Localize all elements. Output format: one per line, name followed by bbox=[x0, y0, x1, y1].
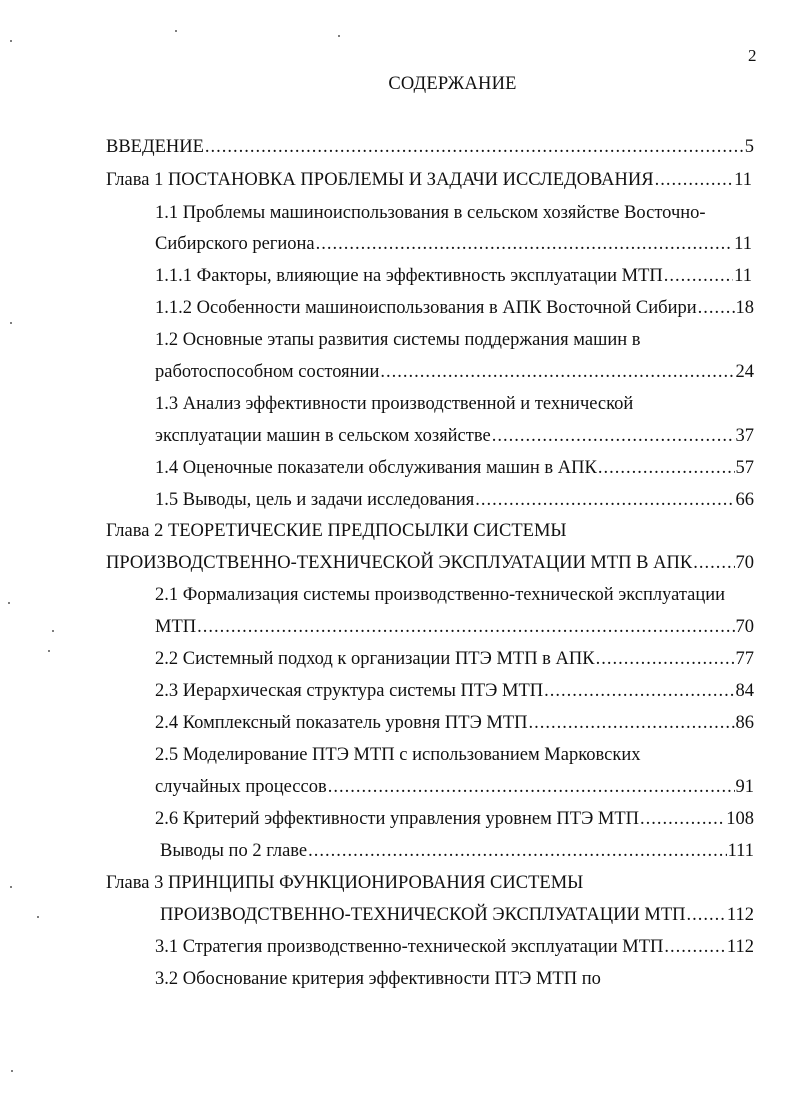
toc-entry: 2.5 Моделирование ПТЭ МТП с использованием Марковских bbox=[155, 745, 641, 765]
toc-entry: 1.1 Проблемы машиноиспользования в сельском хозяйстве Восточно- bbox=[155, 203, 706, 223]
toc-entry: 3.1 Стратегия производственно-технической эксплуатации МТП ..... 112 bbox=[155, 936, 754, 958]
toc-entry: Глава 3 ПРИНЦИПЫ ФУНКЦИОНИРОВАНИЯ СИСТЕМЫ bbox=[106, 873, 584, 893]
toc-entry: 1.3 Анализ эффективности производственной и технической bbox=[155, 394, 634, 414]
toc-entry: 2.6 Критерий эффективности управления уровнем ПТЭ МТП ..... 108 bbox=[155, 808, 754, 830]
toc-entry: 1.1.1 Факторы, влияющие на эффективность эксплуатации МТП ..... 11 bbox=[155, 265, 752, 287]
toc-entry: ПРОИЗВОДСТВЕННО-ТЕХНИЧЕСКОЙ ЭКСПЛУАТАЦИИ МТП В АПК ..... 70 bbox=[106, 552, 754, 574]
toc-entry: ВВЕДЕНИЕ ..... 5 bbox=[106, 136, 754, 158]
toc-entry: Выводы по 2 главе ..... 111 bbox=[160, 840, 754, 862]
scan-speck bbox=[52, 630, 54, 632]
scan-speck bbox=[175, 30, 177, 32]
toc-entry: 2.2 Системный подход к организации ПТЭ МТП в АПК ..... 77 bbox=[155, 648, 754, 670]
toc-entry: 1.1.2 Особенности машиноиспользования в АПК Восточной Сибири ..... 18 bbox=[155, 297, 754, 319]
scan-speck bbox=[37, 916, 39, 918]
toc-entry: 2.3 Иерархическая структура системы ПТЭ МТП ..... 84 bbox=[155, 680, 754, 702]
scan-speck bbox=[8, 602, 10, 604]
toc-entry: Глава 2 ТЕОРЕТИЧЕСКИЕ ПРЕДПОСЫЛКИ СИСТЕМЫ bbox=[106, 521, 567, 541]
toc-entry: ПРОИЗВОДСТВЕННО-ТЕХНИЧЕСКОЙ ЭКСПЛУАТАЦИИ МТП ..... 112 bbox=[160, 904, 754, 926]
toc-entry: 1.5 Выводы, цель и задачи исследования ..... 66 bbox=[155, 489, 754, 511]
toc-entry: 1.4 Оценочные показатели обслуживания машин в АПК ..... 57 bbox=[155, 457, 754, 479]
toc-title: СОДЕРЖАНИЕ bbox=[388, 74, 517, 94]
toc-entry: 1.2 Основные этапы развития системы поддержания машин в bbox=[155, 330, 641, 350]
scan-speck bbox=[10, 886, 12, 888]
page-number: 2 bbox=[748, 46, 757, 65]
toc-entry: эксплуатации машин в сельском хозяйстве ..... 37 bbox=[155, 425, 754, 447]
toc-entry: Глава 1 ПОСТАНОВКА ПРОБЛЕМЫ И ЗАДАЧИ ИССЛЕДОВАНИЯ ..... 11 bbox=[106, 169, 752, 191]
toc-entry: 2.4 Комплексный показатель уровня ПТЭ МТП ..... 86 bbox=[155, 712, 754, 734]
toc-entry: Сибирского региона ..... 11 bbox=[155, 233, 752, 255]
toc-entry: МТП ..... 70 bbox=[155, 616, 754, 638]
toc-entry: 3.2 Обоснование критерия эффективности ПТЭ МТП по bbox=[155, 969, 601, 989]
scan-speck bbox=[10, 40, 12, 42]
scan-speck bbox=[48, 650, 50, 652]
toc-entry: случайных процессов ..... 91 bbox=[155, 776, 754, 798]
scan-speck bbox=[11, 1070, 13, 1072]
toc-entry: 2.1 Формализация системы производственно-технической эксплуатации bbox=[155, 585, 726, 605]
scan-speck bbox=[10, 322, 12, 324]
scan-speck bbox=[338, 35, 340, 37]
toc-entry: работоспособном состоянии ..... 24 bbox=[155, 361, 754, 383]
